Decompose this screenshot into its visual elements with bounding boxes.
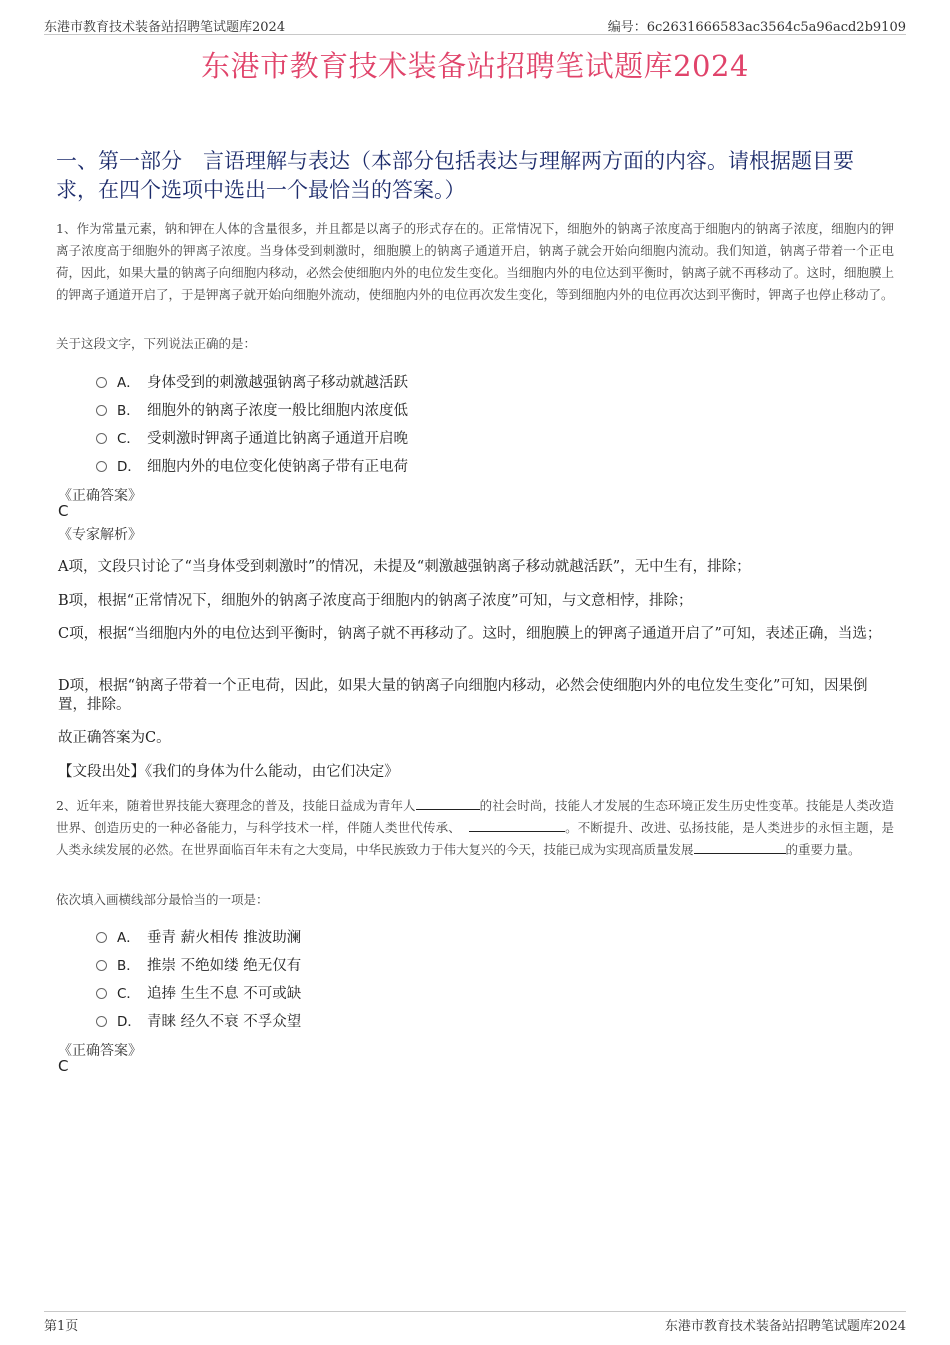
- question-2-answer: C: [58, 1057, 69, 1075]
- question-1-option-b[interactable]: [96, 395, 856, 423]
- option-letter: A．: [117, 930, 140, 946]
- question-2-prompt: 依次填入画横线部分最恰当的一项是：: [56, 892, 269, 907]
- option-text: 细胞外的钠离子浓度一般比细胞内浓度低: [147, 402, 408, 419]
- option-text: 身体受到的刺激越强钠离子移动就越活跃: [147, 374, 408, 391]
- radio-icon[interactable]: [96, 433, 107, 444]
- question-2-option-d[interactable]: [96, 1006, 856, 1034]
- option-text: 推崇 不绝如缕 绝无仅有: [147, 957, 302, 974]
- question-2-option-b[interactable]: [96, 950, 856, 978]
- option-letter: A．: [117, 375, 140, 391]
- fill-blank-1: [416, 795, 480, 810]
- question-1-answer: C: [58, 502, 69, 520]
- passage-source: 【文段出处】《我们的身体为什么能动，由它们决定》: [58, 764, 399, 780]
- question-2-answer-label: 《正确答案》: [58, 1043, 142, 1059]
- question-2-text-part: 2、近年来，随着世界技能大赛理念的普及，技能日益成为青年人: [56, 798, 416, 813]
- header-left-title: 东港市教育技术装备站招聘笔试题库2024: [44, 20, 286, 35]
- radio-icon[interactable]: [96, 932, 107, 943]
- option-letter: B．: [117, 403, 140, 419]
- footer-title: 东港市教育技术装备站招聘笔试题库2024: [664, 1319, 906, 1334]
- radio-icon[interactable]: [96, 960, 107, 971]
- page-title: 东港市教育技术装备站招聘笔试题库2024: [201, 49, 749, 83]
- question-2-text-part: 。不断提升、改进、弘扬技能，是人类进步的永恒主题，是人类永续发展的必然。在世界面临百年未有之大变局，中华民族致力于伟大复兴的今天，技能已成为实现高质量发展: [56, 820, 894, 857]
- option-letter: C．: [117, 986, 140, 1002]
- option-letter: C．: [117, 431, 140, 447]
- question-2-text-part: 的重要力量。: [785, 842, 861, 857]
- question-1-option-d[interactable]: [96, 451, 856, 479]
- header-document-id: 编号：6c2631666583ac3564c5a96acd2b9109: [607, 20, 906, 35]
- page-number: 第1页: [44, 1319, 79, 1334]
- question-2-options: [96, 922, 856, 1034]
- option-text: 受刺激时钾离子通道比钠离子通道开启晚: [147, 430, 408, 447]
- radio-icon[interactable]: [96, 461, 107, 472]
- question-1-answer-label: 《正确答案》: [58, 488, 142, 504]
- option-text: 垂青 薪火相传 推波助澜: [147, 929, 302, 946]
- section-heading: 一、第一部分 言语理解与表达（本部分包括表达与理解两方面的内容。请根据题目要求，在四个选项中选出一个最恰当的答案。）: [56, 149, 854, 202]
- option-text: 细胞内外的电位变化使钠离子带有正电荷: [147, 458, 408, 475]
- radio-icon[interactable]: [96, 1016, 107, 1027]
- option-text: 青睐 经久不衰 不孚众望: [147, 1013, 302, 1030]
- analysis-item-b: B项，根据“正常情况下，细胞外的钠离子浓度高于细胞内的钠离子浓度”可知，与文意相悖，排除；: [58, 593, 693, 609]
- option-letter: D．: [117, 459, 141, 475]
- question-1-analysis-label: 《专家解析》: [58, 527, 142, 543]
- page-footer: [44, 1311, 906, 1334]
- question-2-option-a[interactable]: [96, 922, 856, 950]
- question-1-option-c[interactable]: [96, 423, 856, 451]
- fill-blank-2: [469, 817, 565, 832]
- option-letter: B．: [117, 958, 140, 974]
- question-2-passage: [56, 795, 894, 861]
- option-text: 追捧 生生不息 不可或缺: [147, 985, 302, 1002]
- analysis-item-c: C项，根据“当细胞内外的电位达到平衡时，钠离子就不再移动了。这时，细胞膜上的钾离子通道开启了”可知，表述正确，当选；: [58, 626, 882, 642]
- radio-icon[interactable]: [96, 988, 107, 999]
- question-2-option-c[interactable]: [96, 978, 856, 1006]
- question-2-text-part: 的社会时尚，技能人才发展的生态环境正发生历史性变革。技能是人类改造世界、创造历史的一种必备能力，与科学技术一样，伴随人类世代传承、: [56, 798, 894, 835]
- question-1-prompt: 关于这段文字，下列说法正确的是：: [56, 336, 257, 351]
- analysis-conclusion: 故正确答案为C。: [58, 730, 171, 746]
- radio-icon[interactable]: [96, 405, 107, 416]
- analysis-item-d: D项，根据“钠离子带着一个正电荷，因此，如果大量的钠离子向细胞内移动，必然会使细胞内外的电位发生变化”可知，因果倒置，排除。: [58, 678, 868, 713]
- fill-blank-3: [694, 839, 786, 854]
- page-header: [44, 14, 906, 35]
- question-1-option-a[interactable]: [96, 367, 856, 395]
- question-1-options: [96, 367, 856, 479]
- question-1-passage: 1、作为常量元素，钠和钾在人体的含量很多，并且都是以离子的形式存在的。正常情况下，细胞外的钠离子浓度高于细胞内的钠离子浓度，细胞内的钾离子浓度高于细胞外的钾离子浓度。当身体受到刺激时，细胞膜上的钠离子通道开启，钠离子就会开始向细胞内流动。我们知道，钠离子带着一个正电荷，因此，如果大量的钠离子向细胞内移动，必然会使细胞内外的电位发生变化。当细胞内外的电位达到平衡时，钠离子就不再移动了。这时，细胞膜上的钾离子通道开启了，于是钾离子就开始向细胞外流动，使细胞内外的电位再次发生变化，等到细胞内外的电位再次达到平衡时，钾离子也停止移动了。: [56, 221, 894, 302]
- radio-icon[interactable]: [96, 377, 107, 388]
- analysis-item-a: A项，文段只讨论了“当身体受到刺激时”的情况，未提及“刺激越强钠离子移动就越活跃”，无中生有，排除；: [58, 559, 751, 575]
- option-letter: D．: [117, 1014, 141, 1030]
